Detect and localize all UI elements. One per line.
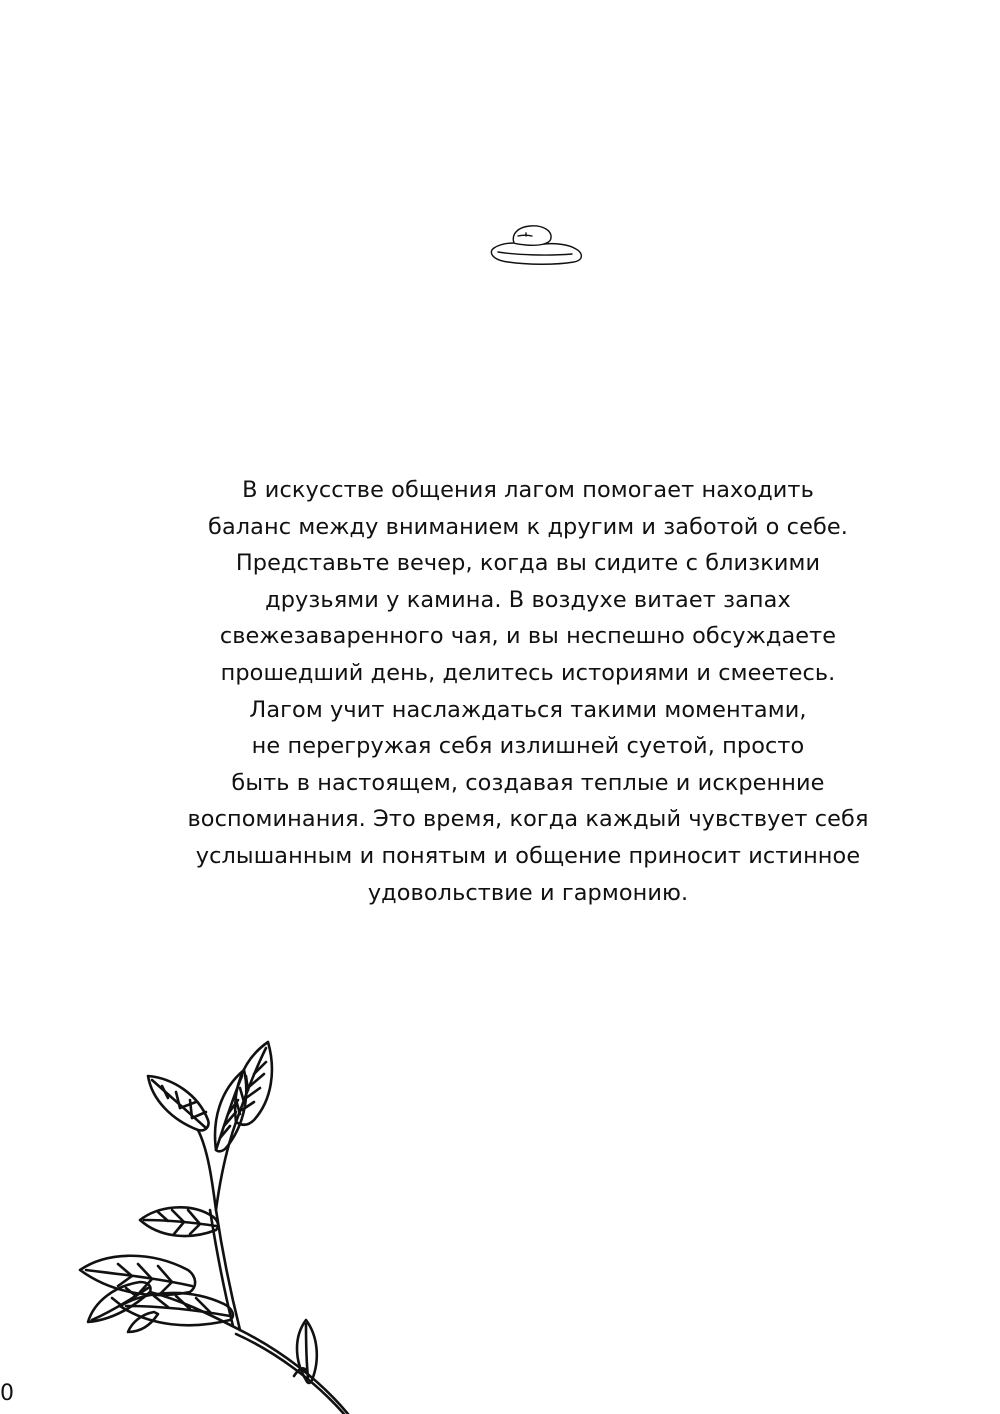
paragraph-line: удовольствие и гармонию. [367, 879, 689, 906]
paragraph-line: не перегружая себя излишней суетой, просто [251, 733, 805, 760]
paragraph-line: В искусстве общения лагом помогает находить [242, 477, 814, 503]
body-paragraph [120, 472, 936, 911]
paragraph-line: свежезаваренного чая, и вы неспешно обсуждаете [219, 623, 837, 650]
paragraph-line: друзьями у камина. В воздухе витает запах [265, 586, 791, 613]
paragraph-line: баланс между вниманием к другим и заботой о себе. [208, 513, 848, 540]
stacked-stones-icon [486, 218, 586, 270]
paragraph-line: быть в настоящем, создавая теплые и искренние [231, 769, 825, 796]
paragraph-line: воспоминания. Это время, когда каждый чувствует себя [187, 806, 869, 833]
paragraph-line: Представьте вечер, когда вы сидите с близкими [235, 550, 821, 577]
page-number: 0 [0, 1381, 14, 1406]
paragraph-line: Лагом учит наслаждаться такими моментами, [249, 696, 807, 723]
leafy-branch-icon [40, 1030, 380, 1414]
paragraph-line: услышанным и понятым и общение приносит истинное [195, 842, 861, 869]
paragraph-line: прошедший день, делитесь историями и смеетесь. [220, 659, 836, 686]
